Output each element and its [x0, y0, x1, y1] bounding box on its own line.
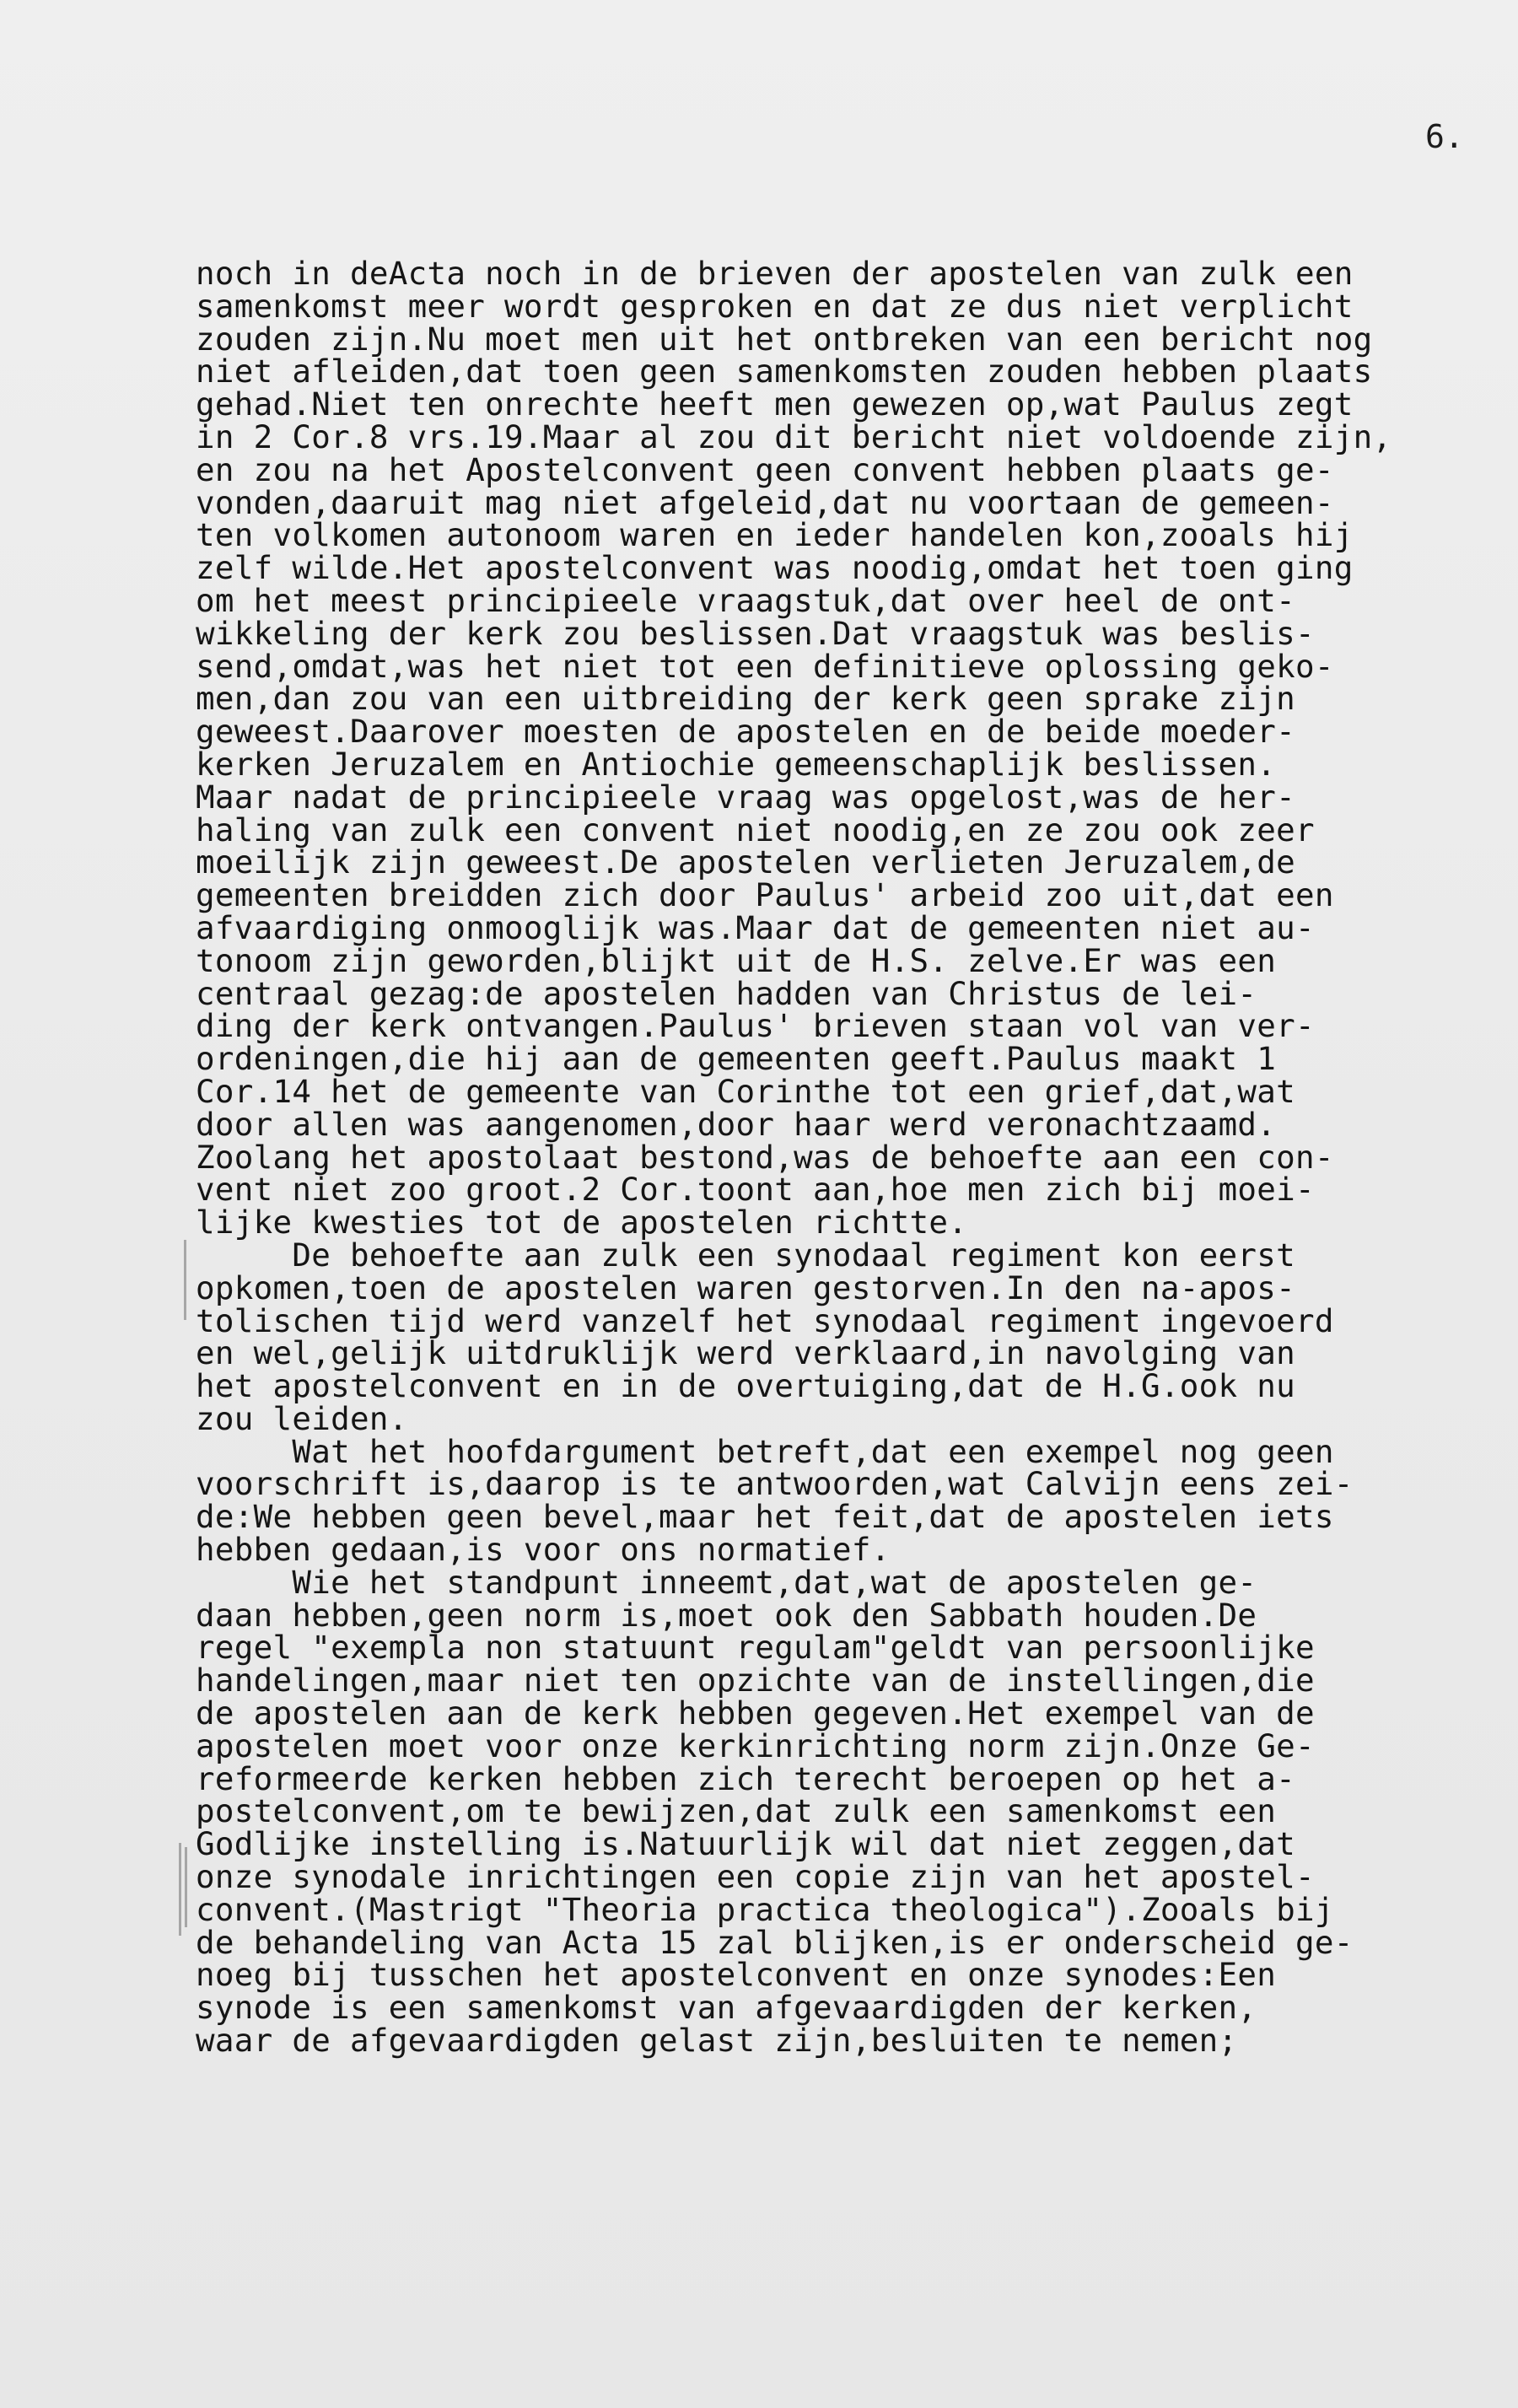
text-line: Wie het standpunt inneemt,dat,wat de apostelen ge-	[196, 1563, 1257, 1601]
text-line: send,omdat,was het niet tot een definitieve oplossing geko-	[196, 647, 1334, 685]
text-line: de apostelen aan de kerk hebben gegeven.Het exempel van de	[196, 1694, 1315, 1732]
text-line: noeg bij tusschen het apostelconvent en onze synodes:Een	[196, 1956, 1277, 1994]
text-line: onze synodale inrichtingen een copie zijn van het apostel-	[196, 1858, 1315, 1896]
text-line: tonoom zijn geworden,blijkt uit de H.S. zelve.Er was een	[196, 941, 1277, 979]
text-line: in 2 Cor.8 vrs.19.Maar al zou dit bericht niet voldoende zijn,	[196, 417, 1392, 455]
text-line: apostelen moet voor onze kerkinrichting norm zijn.Onze Ge-	[196, 1727, 1315, 1764]
text-line: daan hebben,geen norm is,moet ook den Sabbath houden.De	[196, 1596, 1257, 1634]
text-line: hebben gedaan,is voor ons normatief.	[196, 1531, 891, 1569]
text-line: wikkeling der kerk zou beslissen.Dat vraagstuk was beslis-	[196, 614, 1315, 652]
text-line: zou leiden.	[196, 1399, 408, 1437]
text-line: postelconvent,om te bewijzen,dat zulk een samenkomst een	[196, 1792, 1277, 1830]
text-line: en wel,gelijk uitdruklijk werd verklaard,in navolging van	[196, 1334, 1295, 1372]
text-line: centraal gezag:de apostelen hadden van Christus de lei-	[196, 974, 1257, 1012]
text-line: Cor.14 het de gemeente van Corinthe tot een grief,dat,wat	[196, 1072, 1295, 1110]
text-line: samenkomst meer wordt gesproken en dat ze dus niet verplicht	[196, 287, 1354, 325]
text-line: Wat het hoofdargument betreft,dat een exempel nog geen	[196, 1432, 1334, 1470]
text-line: noch in deActa noch in de brieven der apostelen van zulk een	[196, 255, 1354, 292]
typed-text-body	[196, 255, 1427, 2060]
text-line: lijke kwesties tot de apostelen richtte.	[196, 1204, 968, 1242]
text-line: Godlijke instelling is.Natuurlijk wil dat niet zeggen,dat	[196, 1825, 1295, 1863]
text-line: door allen was aangenomen,door haar werd veronachtzaamd.	[196, 1105, 1277, 1143]
text-line: opkomen,toen de apostelen waren gestorven.In den na-apos-	[196, 1269, 1295, 1306]
text-line: vent niet zoo groot.2 Cor.toont aan,hoe men zich bij moei-	[196, 1171, 1315, 1209]
text-line: gehad.Niet ten onrechte heeft men gewezen op,wat Paulus zegt	[196, 385, 1354, 423]
margin-mark	[185, 1847, 187, 1927]
text-line: Zoolang het apostolaat bestond,was de behoefte aan een con-	[196, 1138, 1334, 1176]
text-line: haling van zulk een convent niet noodig,en ze zou ook zeer	[196, 811, 1315, 848]
text-line: men,dan zou van een uitbreiding der kerk geen sprake zijn	[196, 680, 1295, 718]
text-line: synode is een samenkomst van afgevaardigden der kerken,	[196, 1989, 1257, 2027]
text-line: zelf wilde.Het apostelconvent was noodig,omdat het toen ging	[196, 549, 1354, 587]
text-line: geweest.Daarover moesten de apostelen en de beide moeder-	[196, 713, 1295, 751]
text-line: kerken Jeruzalem en Antiochie gemeenschaplijk beslissen.	[196, 745, 1277, 783]
text-line: afvaardiging onmooglijk was.Maar dat de gemeenten niet au-	[196, 908, 1315, 946]
text-line: tolischen tijd werd vanzelf het synodaal regiment ingevoerd	[196, 1301, 1334, 1339]
text-line: ten volkomen autonoom waren en ieder handelen kon,zooals hij	[196, 516, 1354, 554]
margin-mark	[184, 1240, 186, 1320]
text-line: convent.(Mastrigt "Theoria practica theologica").Zooals bij	[196, 1890, 1334, 1928]
text-line: om het meest principieele vraagstuk,dat over heel de ont-	[196, 581, 1295, 619]
text-line: de:We hebben geen bevel,maar het feit,dat de apostelen iets	[196, 1498, 1334, 1536]
text-line: vonden,daaruit mag niet afgeleid,dat nu voortaan de gemeen-	[196, 483, 1334, 521]
page-number: 6.	[1425, 118, 1464, 155]
text-line: waar de afgevaardigden gelast zijn,besluiten te nemen;	[196, 2022, 1238, 2060]
text-line: handelingen,maar niet ten opzichte van de instellingen,die	[196, 1662, 1315, 1700]
text-line: het apostelconvent en in de overtuiging,dat de H.G.ook nu	[196, 1367, 1295, 1405]
text-line: gemeenten breidden zich door Paulus' arbeid zoo uit,dat een	[196, 876, 1334, 914]
text-line: zouden zijn.Nu moet men uit het ontbreken van een bericht nog	[196, 320, 1373, 358]
text-line: ordeningen,die hij aan de gemeenten geeft.Paulus maakt 1	[196, 1040, 1277, 1078]
text-line: de behandeling van Acta 15 zal blijken,is er onderscheid ge-	[196, 1923, 1354, 1961]
text-line: ding der kerk ontvangen.Paulus' brieven staan vol van ver-	[196, 1007, 1315, 1045]
text-line: regel "exempla non statuunt regulam"geldt van persoonlijke	[196, 1629, 1315, 1667]
text-line: niet afleiden,dat toen geen samenkomsten zouden hebben plaats	[196, 353, 1373, 391]
text-line: voorschrift is,daarop is te antwoorden,wat Calvijn eens zei-	[196, 1465, 1354, 1503]
text-line: en zou na het Apostelconvent geen convent hebben plaats ge-	[196, 450, 1334, 488]
margin-mark	[179, 1843, 181, 1936]
text-line: moeilijk zijn geweest.De apostelen verlieten Jeruzalem,de	[196, 843, 1295, 881]
text-line: reformeerde kerken hebben zich terecht beroepen op het a-	[196, 1759, 1295, 1797]
text-line: Maar nadat de principieele vraag was opgelost,was de her-	[196, 778, 1295, 816]
text-line: De behoefte aan zulk een synodaal regiment kon eerst	[196, 1236, 1295, 1274]
